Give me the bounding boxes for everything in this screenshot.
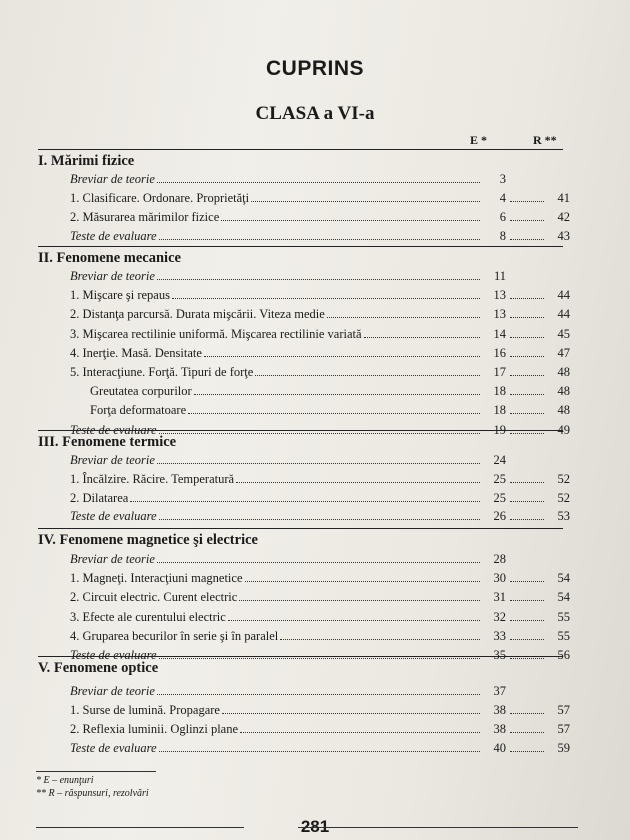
entry-title: 1. Încălzire. Răcire. Temperatură [70,471,235,486]
toc-entry[interactable] [70,364,570,381]
section-heading: III. Fenomene termice [38,430,563,451]
column-r-header: R ** [533,133,557,147]
dot-leader [510,220,544,221]
dot-leader [236,482,480,483]
toc-entry[interactable] [70,452,570,469]
toc-entry[interactable] [70,345,570,362]
dot-leader [157,463,480,464]
page-e: 4 [499,191,506,205]
entry-title: Teste de evaluare [70,229,157,243]
toc-entry[interactable] [70,471,570,488]
page-e: 33 [493,628,506,643]
entry-title: 3. Efecte ale curentului electric [70,609,226,624]
toc-entry[interactable] [70,228,570,245]
dot-leader [157,694,480,695]
section-heading: II. Fenomene mecanice [38,246,563,267]
page-e: 3 [499,172,506,186]
dot-leader [159,239,480,240]
dot-leader [510,639,544,640]
dot-leader [510,317,544,318]
entry-title: Breviar de teorie [70,552,155,566]
page-r: 44 [557,288,570,303]
page-e: 11 [493,269,506,283]
dot-leader [510,375,544,376]
dot-leader [188,413,480,414]
dot-leader [221,220,480,221]
dot-leader [364,337,480,338]
entry-title: 5. Interacţiune. Forţă. Tipuri de forţe [70,365,254,379]
page-r: 49 [557,422,570,437]
page-rule-right [298,827,578,828]
page-e: 30 [493,571,506,586]
entry-title: 2. Distanţa parcursă. Durata mişcării. Viteza medie [70,307,325,322]
dot-leader [228,620,480,621]
toc-entry[interactable] [70,551,570,568]
dot-leader [510,600,544,601]
dot-leader [159,751,480,752]
entry-title: Teste de evaluare [70,509,157,524]
dot-leader [510,337,544,338]
footnote-divider [36,771,156,772]
section-heading: IV. Fenomene magnetice şi electrice [38,528,563,549]
dot-leader [251,201,480,202]
dot-leader [240,732,480,733]
page-e: 35 [493,648,506,662]
page-e: 6 [499,210,506,224]
page-e: 25 [493,471,506,486]
page-r: 57 [557,722,570,736]
dot-leader [245,581,480,582]
dot-leader [510,413,544,414]
dot-leader [157,182,480,183]
page-r: 42 [557,210,570,224]
page-e: 31 [493,590,506,605]
dot-leader [204,356,480,357]
page-e: 13 [493,288,506,303]
page-r: 48 [557,403,570,418]
dot-leader [327,317,480,318]
toc-entry[interactable] [70,721,570,738]
entry-title: Teste de evaluare [70,422,157,437]
entry-title: 4. Gruparea becurilor în serie şi în paralel [70,628,279,643]
page-number: 281 [300,817,330,836]
entry-title: 1. Surse de lumină. Propagare [70,703,220,717]
entry-title: 4. Inerţie. Masă. Densitate [70,345,202,360]
toc-entry[interactable] [70,326,570,343]
section-heading: I. Mărimi fizice [38,149,563,170]
dot-leader [239,600,480,601]
dot-leader [159,519,480,520]
dot-leader [510,519,544,520]
page-r: 44 [557,307,570,322]
column-e-header: E * [470,133,488,147]
toc-entry[interactable] [70,171,570,188]
entry-title: Teste de evaluare [70,648,157,662]
dot-leader [510,298,544,299]
dot-leader [280,639,480,640]
page-e: 13 [493,307,506,322]
page-r: 55 [557,609,570,624]
entry-title: Forţa deformatoare [90,403,187,418]
dot-leader [510,501,544,502]
page-title: CUPRINS [265,57,364,80]
entry-title: 2. Circuit electric. Curent electric [70,590,238,605]
footnote-r: ** R – răspunsuri, rezolvări [36,788,149,799]
toc-entry[interactable] [70,268,570,285]
page-r: 52 [557,490,570,505]
entry-title: 2. Măsurarea mărimilor fizice [70,210,220,224]
dot-leader [510,713,544,714]
toc-entry[interactable] [70,609,570,626]
page-e: 38 [493,722,506,736]
dot-leader [510,201,544,202]
class-heading: CLASA a VI-a [255,103,375,124]
entry-title: 2. Reflexia luminii. Oglinzi plane [70,722,239,736]
dot-leader [157,562,480,563]
dot-leader [194,394,480,395]
entry-title: 1. Magneţi. Interacţiuni magnetice [70,571,243,586]
dot-leader [510,482,544,483]
page-r: 54 [557,571,570,586]
page-e: 26 [493,509,506,524]
toc-entry[interactable] [70,306,570,323]
toc-entry[interactable] [70,702,570,719]
entry-title: Breviar de teorie [70,172,155,186]
page-r: 53 [557,509,570,524]
page-e: 37 [493,684,506,698]
page-r: 41 [557,191,570,205]
page-e: 8 [499,229,506,243]
footnote-e: * E – enunţuri [36,775,94,786]
dot-leader [130,501,480,502]
entry-title: 1. Mişcare şi repaus [70,288,170,303]
entry-title: Breviar de teorie [70,684,155,698]
page-e: 16 [493,345,506,360]
page-e: 17 [493,365,506,379]
toc-entry[interactable] [70,570,570,587]
page-r: 48 [557,384,570,399]
toc-entry[interactable] [70,589,570,606]
dot-leader [157,279,480,280]
dot-leader [255,375,480,376]
dot-leader [510,581,544,582]
page-e: 40 [493,741,506,755]
page-r: 43 [557,229,570,243]
dot-leader [510,239,544,240]
dot-leader [510,732,544,733]
toc-entry[interactable] [70,508,570,525]
entry-title: Teste de evaluare [70,741,157,755]
dot-leader [510,620,544,621]
toc-entry[interactable] [70,209,570,226]
entry-title: Breviar de teorie [70,453,155,467]
page-r: 45 [557,326,570,341]
toc-entry[interactable] [70,683,570,700]
page-e: 24 [493,453,506,467]
section-heading: V. Fenomene optice [38,656,563,677]
page-r: 54 [557,590,570,605]
page-r: 47 [557,345,570,360]
toc-entry[interactable] [70,628,570,645]
toc-entry[interactable] [70,190,570,207]
dot-leader [510,394,544,395]
page-r: 56 [557,648,570,662]
toc-entry[interactable] [70,490,570,507]
entry-title: 2. Dilatarea [70,490,129,505]
page-r: 55 [557,628,570,643]
entry-title: 3. Mişcarea rectilinie uniformă. Mişcarea rectilinie variată [70,326,362,341]
page-e: 14 [493,326,506,341]
entry-title: 1. Clasificare. Ordonare. Proprietăţi [70,191,250,205]
toc-entry[interactable] [70,740,570,757]
dot-leader [510,356,544,357]
page-e: 38 [493,703,506,717]
page-e: 19 [493,422,506,437]
entry-title: Breviar de teorie [70,269,155,283]
page-e: 32 [493,609,506,624]
dot-leader [172,298,480,299]
page-e: 25 [493,490,506,505]
page-r: 52 [557,471,570,486]
page-e: 28 [493,552,506,566]
page-r: 59 [557,741,570,755]
toc-entry[interactable] [70,287,570,304]
page-r: 48 [557,365,570,379]
dot-leader [510,751,544,752]
toc-entry[interactable] [90,402,570,419]
page-e: 18 [493,384,506,399]
toc-entry[interactable] [90,383,570,400]
entry-title: Greutatea corpurilor [90,384,192,399]
dot-leader [222,713,480,714]
page-r: 57 [557,703,570,717]
page-e: 18 [493,403,506,418]
